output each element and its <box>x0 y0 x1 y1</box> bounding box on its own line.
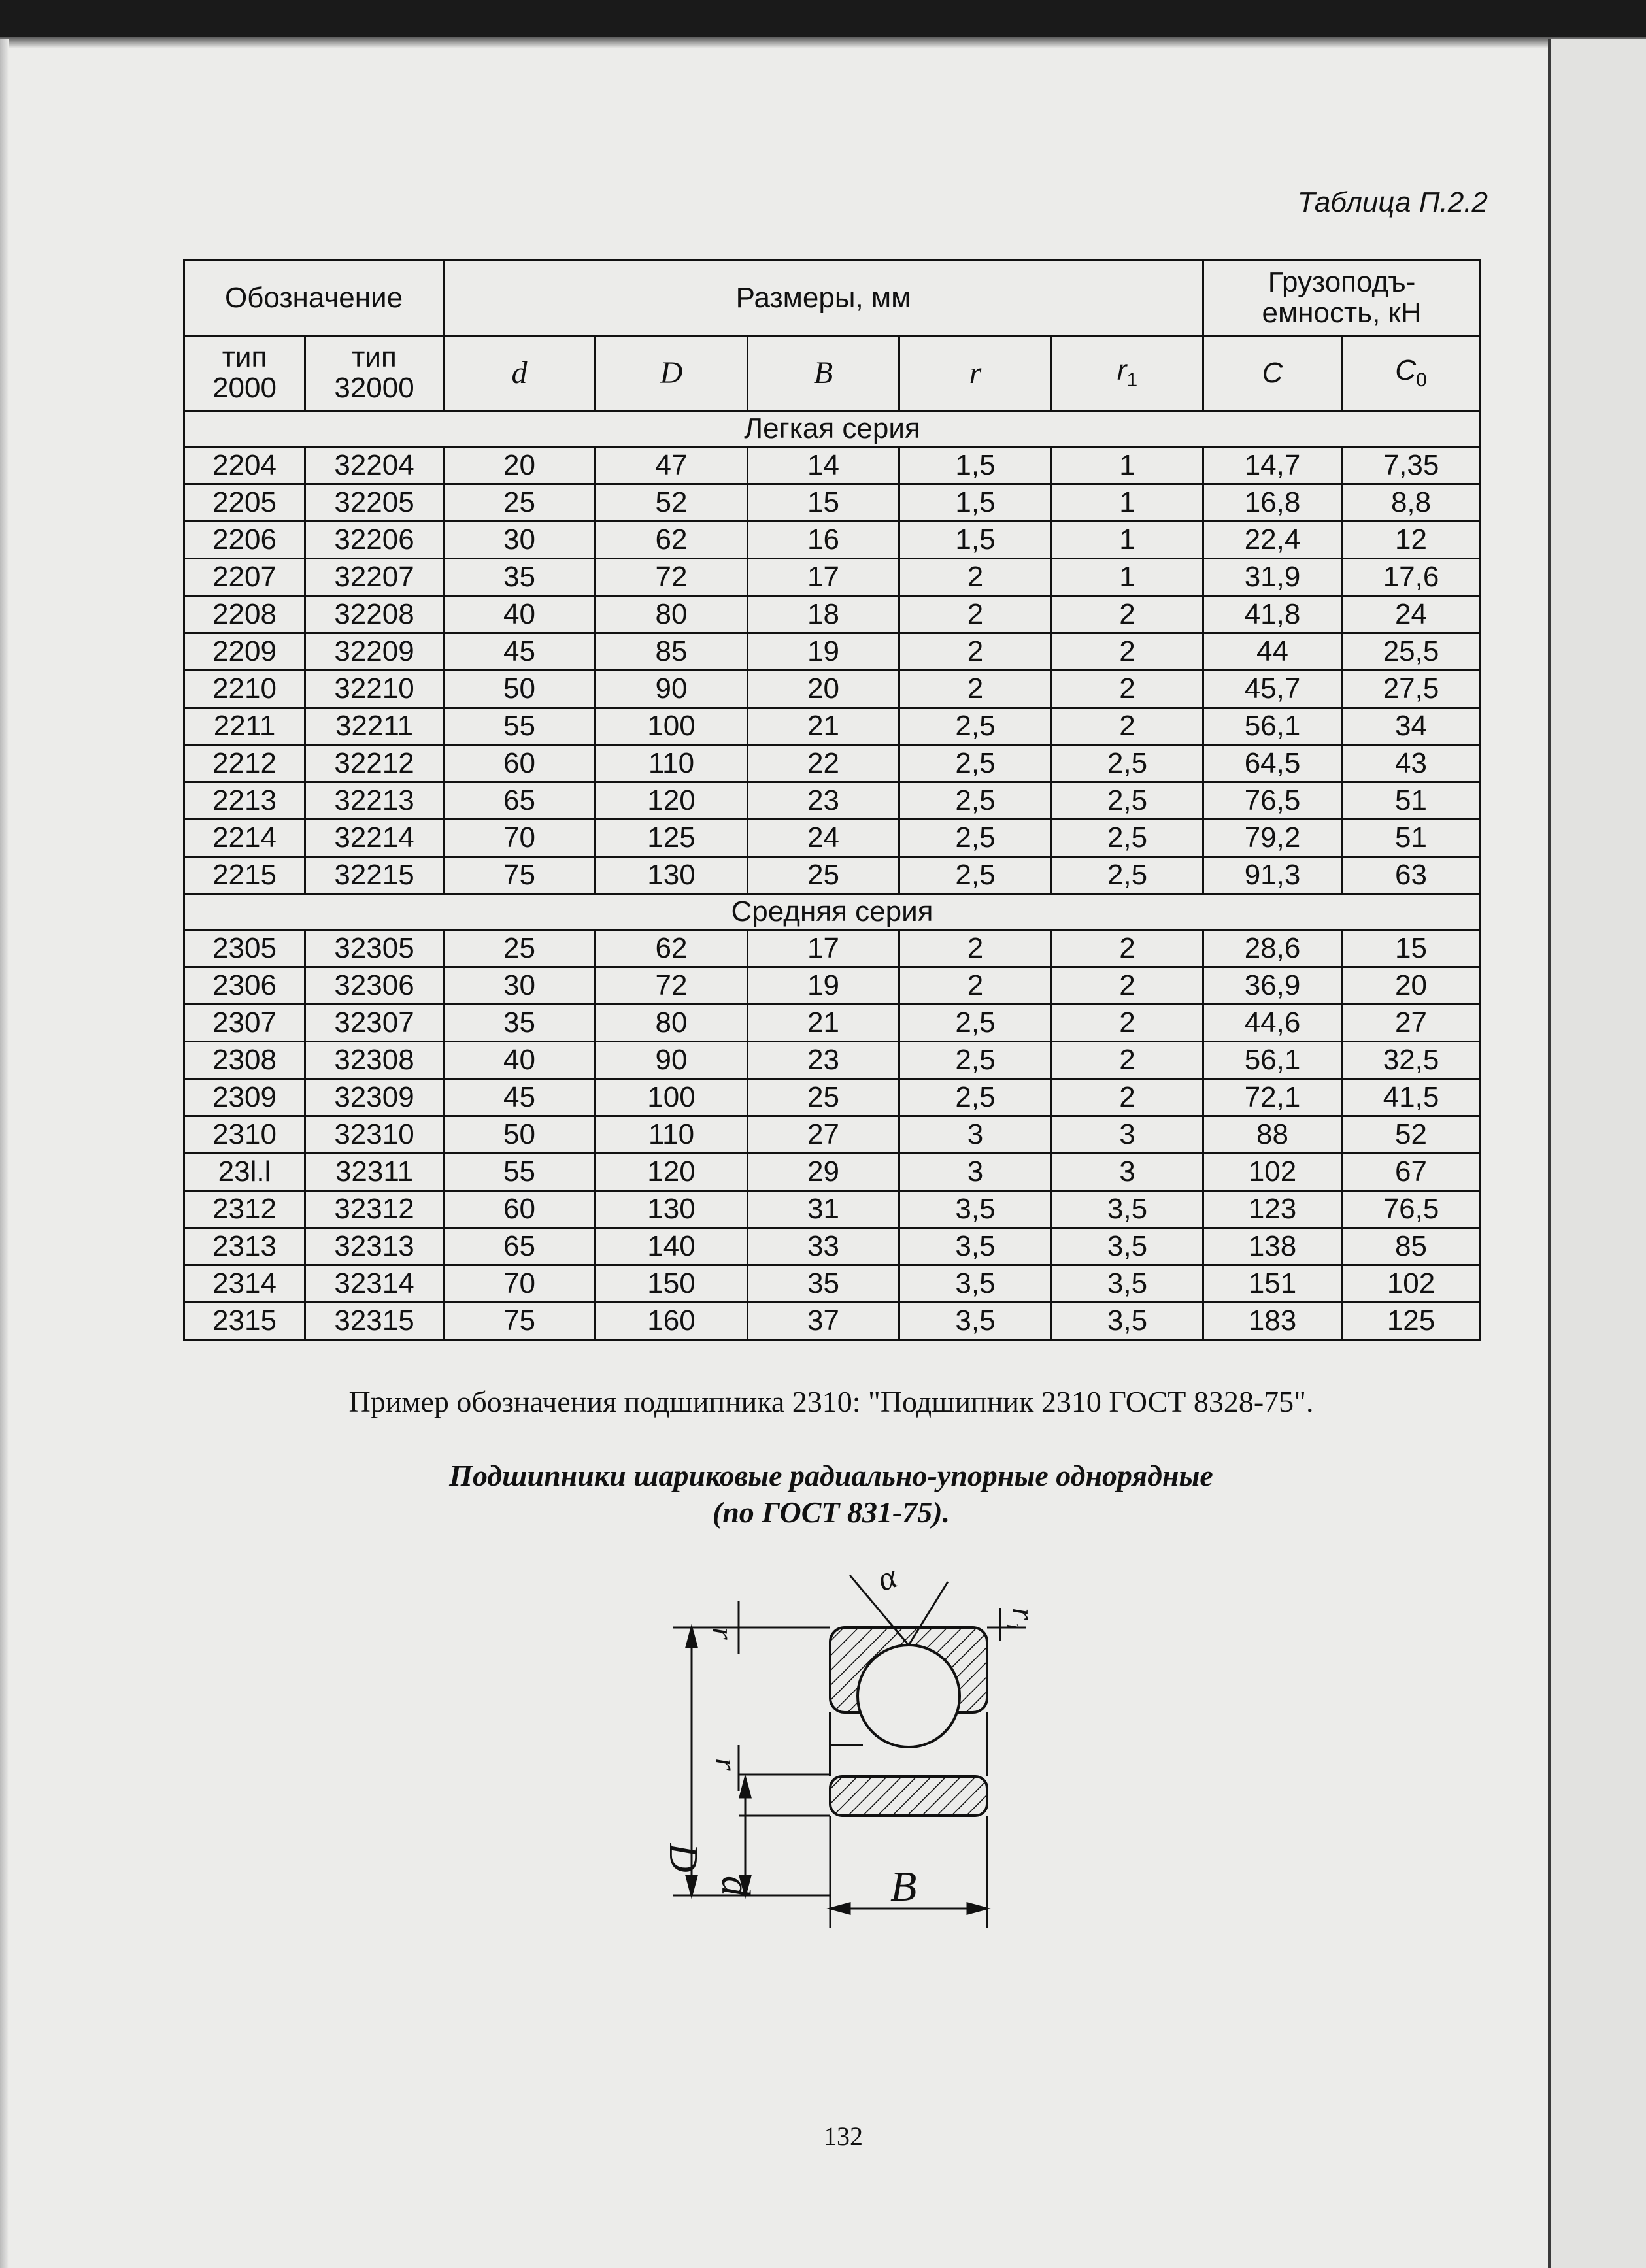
table-cell: 2,5 <box>1052 782 1203 820</box>
table-cell: 2 <box>1052 1042 1203 1079</box>
table-cell: 3 <box>899 1154 1052 1191</box>
table-cell: 130 <box>596 857 748 894</box>
table-row <box>184 1116 1481 1154</box>
table-cell: 2210 <box>184 671 305 708</box>
table-cell: 2,5 <box>1052 857 1203 894</box>
header-r1-base: r <box>1117 354 1127 387</box>
table-cell: 16 <box>748 522 899 559</box>
table-cell: 85 <box>596 633 748 671</box>
table-cell: 1 <box>1052 484 1203 522</box>
header-C0 <box>1342 336 1481 411</box>
table-row <box>184 633 1481 671</box>
table-cell: 2305 <box>184 930 305 967</box>
table-cell: 14,7 <box>1203 447 1342 484</box>
table-row <box>184 1303 1481 1340</box>
table-cell: 41,8 <box>1203 596 1342 633</box>
series-row <box>184 894 1481 930</box>
table-cell: 2205 <box>184 484 305 522</box>
table-cell: 1 <box>1052 522 1203 559</box>
table-cell: 35 <box>444 1005 596 1042</box>
table-cell: 24 <box>748 820 899 857</box>
table-cell: 37 <box>748 1303 899 1340</box>
bearing-drawing <box>634 1556 1079 1948</box>
table-cell: 20 <box>1342 967 1481 1005</box>
series-title: Легкая серия <box>184 411 1481 447</box>
table-cell: 32211 <box>305 708 444 745</box>
table-cell: 85 <box>1342 1228 1481 1265</box>
table-cell: 50 <box>444 671 596 708</box>
table-cell: 8,8 <box>1342 484 1481 522</box>
table-cell: 32212 <box>305 745 444 782</box>
table-cell: 3,5 <box>1052 1191 1203 1228</box>
table-cell: 76,5 <box>1342 1191 1481 1228</box>
table-cell: 64,5 <box>1203 745 1342 782</box>
table-cell: 12 <box>1342 522 1481 559</box>
table-cell: 25 <box>444 930 596 967</box>
table-cell: 2 <box>899 633 1052 671</box>
table-cell: 2,5 <box>899 708 1052 745</box>
table-cell: 32308 <box>305 1042 444 1079</box>
table-cell: 32306 <box>305 967 444 1005</box>
table-cell: 120 <box>596 1154 748 1191</box>
header-C0-base: C <box>1395 354 1417 387</box>
table-cell: 2 <box>1052 1079 1203 1116</box>
table-cell: 151 <box>1203 1265 1342 1303</box>
table-cell: 40 <box>444 596 596 633</box>
table-cell: 75 <box>444 857 596 894</box>
table-cell: 56,1 <box>1203 1042 1342 1079</box>
table-cell: 32214 <box>305 820 444 857</box>
table-cell: 138 <box>1203 1228 1342 1265</box>
table-cell: 52 <box>596 484 748 522</box>
table-cell: 44,6 <box>1203 1005 1342 1042</box>
table-row <box>184 1265 1481 1303</box>
header-designation: Обозначение <box>184 261 444 336</box>
table-cell: 3,5 <box>899 1265 1052 1303</box>
table-cell: 130 <box>596 1191 748 1228</box>
header-type-32000-line1: тип <box>352 341 397 374</box>
header-r1-index: 1 <box>1126 369 1138 392</box>
table-cell: 91,3 <box>1203 857 1342 894</box>
table-cell: 27 <box>748 1116 899 1154</box>
header-capacity-text: Грузоподъ-емность, кН <box>1262 266 1422 329</box>
table-row <box>184 1079 1481 1116</box>
table-cell: 2312 <box>184 1191 305 1228</box>
table-cell: 90 <box>596 671 748 708</box>
table-cell: 23 <box>748 1042 899 1079</box>
table-cell: 2 <box>899 930 1052 967</box>
table-cell: 28,6 <box>1203 930 1342 967</box>
table-cell: 51 <box>1342 820 1481 857</box>
header-r: r <box>899 336 1052 411</box>
table-cell: 41,5 <box>1342 1079 1481 1116</box>
table-row <box>184 1042 1481 1079</box>
table-cell: 25 <box>748 1079 899 1116</box>
table-cell: 2214 <box>184 820 305 857</box>
table-cell: 19 <box>748 967 899 1005</box>
table-cell: 1 <box>1052 447 1203 484</box>
header-B: B <box>748 336 899 411</box>
table-cell: 2,5 <box>899 1042 1052 1079</box>
table-cell: 32311 <box>305 1154 444 1191</box>
section-title <box>183 1458 1479 1531</box>
table-cell: 45 <box>444 1079 596 1116</box>
table-cell: 44 <box>1203 633 1342 671</box>
drawing-label-alpha: α <box>872 1558 902 1599</box>
table-cell: 2 <box>899 596 1052 633</box>
header-row-1 <box>184 261 1481 336</box>
section-title-line2: (по ГОСТ 831-75). <box>712 1495 950 1529</box>
header-type-32000 <box>305 336 444 411</box>
table-cell: 2212 <box>184 745 305 782</box>
table-cell: 2209 <box>184 633 305 671</box>
table-cell: 76,5 <box>1203 782 1342 820</box>
table-cell: 55 <box>444 1154 596 1191</box>
table-cell: 16,8 <box>1203 484 1342 522</box>
table-cell: 32215 <box>305 857 444 894</box>
table-cell: 23l.l <box>184 1154 305 1191</box>
table-cell: 30 <box>444 967 596 1005</box>
table-row <box>184 596 1481 633</box>
series-title: Средняя серия <box>184 894 1481 930</box>
header-type-2000-line1: тип <box>222 341 267 374</box>
table-cell: 67 <box>1342 1154 1481 1191</box>
table-cell: 24 <box>1342 596 1481 633</box>
table-cell: 80 <box>596 1005 748 1042</box>
table-cell: 2 <box>899 671 1052 708</box>
table-cell: 2 <box>1052 1005 1203 1042</box>
table-row <box>184 1154 1481 1191</box>
table-cell: 102 <box>1342 1265 1481 1303</box>
table-cell: 125 <box>1342 1303 1481 1340</box>
header-r1 <box>1052 336 1203 411</box>
table-cell: 2,5 <box>899 745 1052 782</box>
drawing-label-D: D <box>661 1843 705 1873</box>
table-cell: 23 <box>748 782 899 820</box>
table-cell: 14 <box>748 447 899 484</box>
table-cell: 2313 <box>184 1228 305 1265</box>
table-cell: 25 <box>748 857 899 894</box>
table-cell: 19 <box>748 633 899 671</box>
drawing-label-B: B <box>890 1863 917 1910</box>
table-cell: 32307 <box>305 1005 444 1042</box>
table-cell: 32312 <box>305 1191 444 1228</box>
table-cell: 3 <box>1052 1116 1203 1154</box>
table-cell: 30 <box>444 522 596 559</box>
table-row <box>184 967 1481 1005</box>
table-cell: 7,35 <box>1342 447 1481 484</box>
table-cell: 45,7 <box>1203 671 1342 708</box>
table-cell: 36,9 <box>1203 967 1342 1005</box>
table-cell: 32,5 <box>1342 1042 1481 1079</box>
section-title-line1: Подшипники шариковые радиально-упорные однорядные <box>449 1459 1213 1492</box>
table-cell: 183 <box>1203 1303 1342 1340</box>
table-cell: 2,5 <box>899 1079 1052 1116</box>
table-cell: 2 <box>1052 633 1203 671</box>
table-cell: 3,5 <box>1052 1265 1203 1303</box>
table-cell: 32205 <box>305 484 444 522</box>
table-row <box>184 930 1481 967</box>
page-number: 132 <box>824 2122 863 2151</box>
table-row <box>184 1005 1481 1042</box>
table-cell: 50 <box>444 1116 596 1154</box>
table-cell: 2207 <box>184 559 305 596</box>
table-cell: 43 <box>1342 745 1481 782</box>
bearing-table <box>183 259 1481 1341</box>
table-cell: 18 <box>748 596 899 633</box>
table-cell: 160 <box>596 1303 748 1340</box>
table-cell: 32310 <box>305 1116 444 1154</box>
table-cell: 2 <box>1052 596 1203 633</box>
table-cell: 56,1 <box>1203 708 1342 745</box>
table-cell: 27,5 <box>1342 671 1481 708</box>
table-cell: 17 <box>748 559 899 596</box>
scan-left-edge <box>0 39 9 2268</box>
table-cell: 100 <box>596 1079 748 1116</box>
table-cell: 22,4 <box>1203 522 1342 559</box>
header-C: C <box>1203 336 1342 411</box>
table-cell: 2,5 <box>899 820 1052 857</box>
table-cell: 27 <box>1342 1005 1481 1042</box>
table-cell: 2213 <box>184 782 305 820</box>
scan-top-edge <box>0 0 1646 37</box>
table-cell: 60 <box>444 1191 596 1228</box>
table-cell: 3 <box>899 1116 1052 1154</box>
header-row-2 <box>184 336 1481 411</box>
header-type-2000-line2: 2000 <box>212 372 277 404</box>
table-cell: 55 <box>444 708 596 745</box>
table-caption: Таблица П.2.2 <box>1297 186 1488 218</box>
table-row <box>184 708 1481 745</box>
table-cell: 2211 <box>184 708 305 745</box>
table-cell: 52 <box>1342 1116 1481 1154</box>
table-cell: 63 <box>1342 857 1481 894</box>
table-cell: 3,5 <box>899 1303 1052 1340</box>
drawing-label-d: d <box>713 1876 758 1896</box>
table-cell: 2315 <box>184 1303 305 1340</box>
table-cell: 40 <box>444 1042 596 1079</box>
table-body <box>184 411 1481 1340</box>
table-cell: 2206 <box>184 522 305 559</box>
book-spine-edge <box>1548 39 1646 2268</box>
table-cell: 62 <box>596 522 748 559</box>
header-capacity <box>1203 261 1481 336</box>
table-cell: 3 <box>1052 1154 1203 1191</box>
table-cell: 72 <box>596 967 748 1005</box>
table-cell: 3,5 <box>899 1191 1052 1228</box>
table-cell: 22 <box>748 745 899 782</box>
table-cell: 25 <box>444 484 596 522</box>
table-cell: 32315 <box>305 1303 444 1340</box>
table-cell: 1,5 <box>899 447 1052 484</box>
header-D: D <box>596 336 748 411</box>
table-cell: 32314 <box>305 1265 444 1303</box>
table-row <box>184 820 1481 857</box>
table-cell: 3,5 <box>1052 1303 1203 1340</box>
table-cell: 62 <box>596 930 748 967</box>
table-cell: 102 <box>1203 1154 1342 1191</box>
header-C0-index: 0 <box>1416 369 1427 392</box>
table-cell: 70 <box>444 820 596 857</box>
header-dimensions: Размеры, мм <box>444 261 1203 336</box>
table-cell: 15 <box>1342 930 1481 967</box>
table-cell: 65 <box>444 782 596 820</box>
table-cell: 123 <box>1203 1191 1342 1228</box>
table-cell: 79,2 <box>1203 820 1342 857</box>
table-cell: 2 <box>899 967 1052 1005</box>
table-cell: 25,5 <box>1342 633 1481 671</box>
table-row <box>184 559 1481 596</box>
table-cell: 47 <box>596 447 748 484</box>
table-cell: 32208 <box>305 596 444 633</box>
table-cell: 29 <box>748 1154 899 1191</box>
table-cell: 45 <box>444 633 596 671</box>
table-cell: 35 <box>748 1265 899 1303</box>
table-cell: 21 <box>748 1005 899 1042</box>
table-cell: 32204 <box>305 447 444 484</box>
table-cell: 140 <box>596 1228 748 1265</box>
table-cell: 2310 <box>184 1116 305 1154</box>
table-cell: 32213 <box>305 782 444 820</box>
table-cell: 88 <box>1203 1116 1342 1154</box>
table-cell: 20 <box>748 671 899 708</box>
table-row <box>184 522 1481 559</box>
table-cell: 2 <box>1052 708 1203 745</box>
table-cell: 1 <box>1052 559 1203 596</box>
table-row <box>184 745 1481 782</box>
table-cell: 2215 <box>184 857 305 894</box>
table-cell: 2204 <box>184 447 305 484</box>
table-cell: 65 <box>444 1228 596 1265</box>
table-cell: 33 <box>748 1228 899 1265</box>
table-cell: 60 <box>444 745 596 782</box>
table-cell: 120 <box>596 782 748 820</box>
series-row <box>184 411 1481 447</box>
table-cell: 70 <box>444 1265 596 1303</box>
table-cell: 3,5 <box>899 1228 1052 1265</box>
table-row <box>184 484 1481 522</box>
table-cell: 2309 <box>184 1079 305 1116</box>
table-cell: 32209 <box>305 633 444 671</box>
table-cell: 31 <box>748 1191 899 1228</box>
table-cell: 2308 <box>184 1042 305 1079</box>
designation-example: Пример обозначения подшипника 2310: "Подшипник 2310 ГОСТ 8328-75". <box>348 1385 1314 1418</box>
bearing-section <box>830 1627 987 1816</box>
table-cell: 2,5 <box>899 1005 1052 1042</box>
table-cell: 110 <box>596 1116 748 1154</box>
table-cell: 2307 <box>184 1005 305 1042</box>
table-cell: 34 <box>1342 708 1481 745</box>
drawing-label-r1: r₁ <box>1006 1608 1041 1631</box>
table-row <box>184 671 1481 708</box>
table-cell: 2306 <box>184 967 305 1005</box>
table-cell: 15 <box>748 484 899 522</box>
table-row <box>184 1228 1481 1265</box>
table-cell: 2314 <box>184 1265 305 1303</box>
table-cell: 125 <box>596 820 748 857</box>
table-row <box>184 1191 1481 1228</box>
header-d: d <box>444 336 596 411</box>
table-cell: 51 <box>1342 782 1481 820</box>
table-cell: 32210 <box>305 671 444 708</box>
table-cell: 32313 <box>305 1228 444 1265</box>
table-cell: 32309 <box>305 1079 444 1116</box>
table-cell: 17,6 <box>1342 559 1481 596</box>
table-cell: 150 <box>596 1265 748 1303</box>
table-cell: 2,5 <box>1052 745 1203 782</box>
table-row <box>184 447 1481 484</box>
table-cell: 2,5 <box>899 782 1052 820</box>
table-cell: 1,5 <box>899 522 1052 559</box>
header-type-2000 <box>184 336 305 411</box>
table-row <box>184 857 1481 894</box>
table-cell: 31,9 <box>1203 559 1342 596</box>
table-cell: 32207 <box>305 559 444 596</box>
table-cell: 21 <box>748 708 899 745</box>
table-cell: 72,1 <box>1203 1079 1342 1116</box>
table-cell: 72 <box>596 559 748 596</box>
table-cell: 3,5 <box>1052 1228 1203 1265</box>
table-cell: 75 <box>444 1303 596 1340</box>
table-cell: 90 <box>596 1042 748 1079</box>
table-cell: 32206 <box>305 522 444 559</box>
table-cell: 2208 <box>184 596 305 633</box>
table-cell: 1,5 <box>899 484 1052 522</box>
table-cell: 80 <box>596 596 748 633</box>
table-cell: 20 <box>444 447 596 484</box>
scan-top-shadow <box>0 37 1646 48</box>
drawing-label-r-top: r <box>705 1627 740 1640</box>
table-cell: 2 <box>899 559 1052 596</box>
table-cell: 2 <box>1052 967 1203 1005</box>
table-cell: 2 <box>1052 671 1203 708</box>
table-cell: 2,5 <box>1052 820 1203 857</box>
table-cell: 35 <box>444 559 596 596</box>
table-cell: 110 <box>596 745 748 782</box>
table-row <box>184 782 1481 820</box>
table-cell: 2 <box>1052 930 1203 967</box>
table-cell: 17 <box>748 930 899 967</box>
table-cell: 2,5 <box>899 857 1052 894</box>
table-cell: 100 <box>596 708 748 745</box>
header-type-32000-line2: 32000 <box>334 372 414 404</box>
table-cell: 32305 <box>305 930 444 967</box>
drawing-label-r-mid: r <box>709 1758 743 1771</box>
